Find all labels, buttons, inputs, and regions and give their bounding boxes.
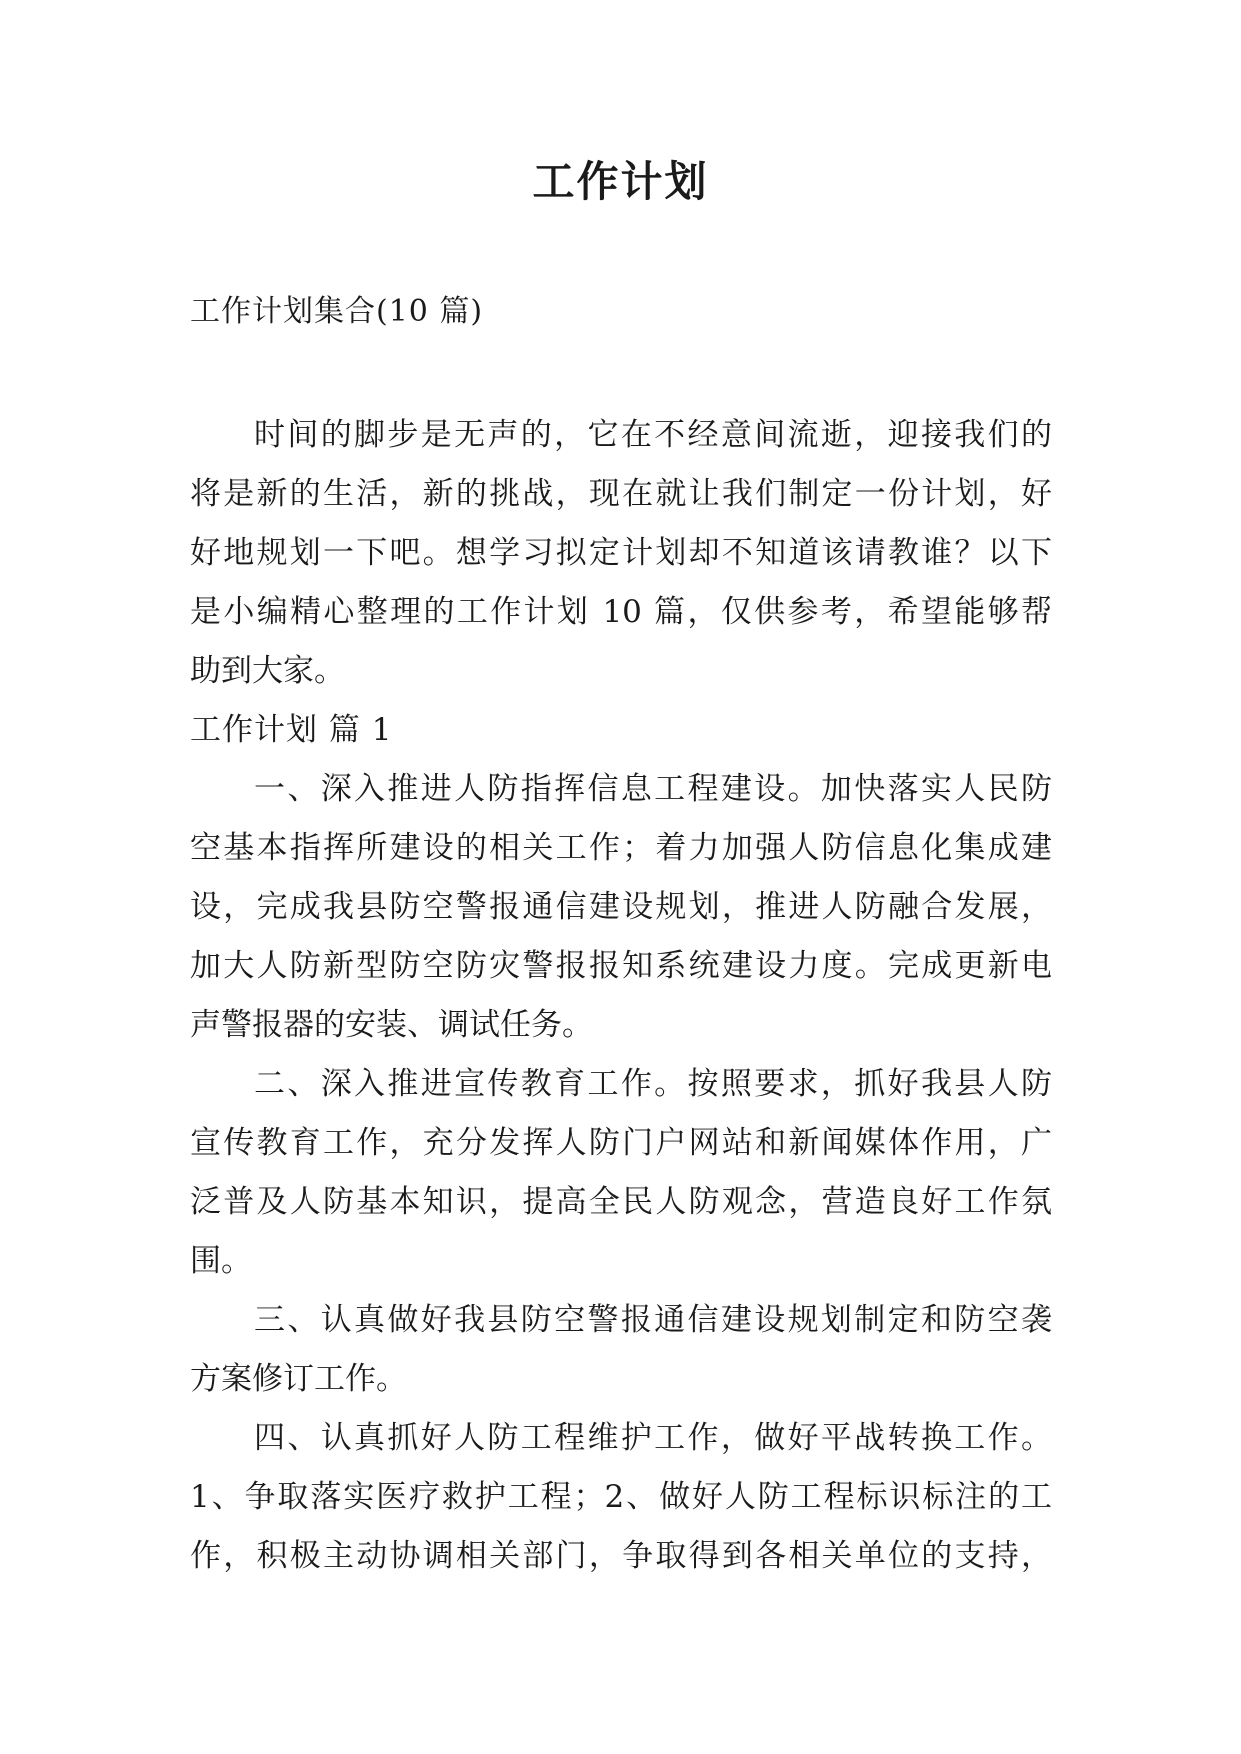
document-body [190, 406, 1052, 1586]
paragraph-line: 时间的脚步是无声的，它在不经意间流逝，迎接我们的 [254, 417, 1052, 453]
paragraph-line: 三、认真做好我县防空警报通信建设规划制定和防空袭 [254, 1302, 1052, 1338]
paragraph-line: 是小编精心整理的工作计划 10 篇，仅供参考，希望能够帮 [190, 594, 1052, 630]
paragraph-line: 方案修订工作。 [190, 1361, 407, 1397]
document-subtitle: 工作计划集合(10 篇) [190, 294, 484, 329]
paragraph-line: 空基本指挥所建设的相关工作；着力加强人防信息化集成建 [190, 830, 1052, 866]
paragraph-line: 将是新的生活，新的挑战，现在就让我们制定一份计划，好 [190, 476, 1052, 512]
paragraph-line: 围。 [190, 1243, 252, 1279]
paragraph-line: 好地规划一下吧。想学习拟定计划却不知道该请教谁？以下 [190, 535, 1052, 571]
paragraph-line: 加大人防新型防空防灾警报报知系统建设力度。完成更新电 [190, 948, 1052, 984]
paragraph-line: 助到大家。 [190, 653, 345, 689]
paragraph-line: 四、认真抓好人防工程维护工作，做好平战转换工作。 [254, 1420, 1052, 1456]
paragraph-line: 设，完成我县防空警报通信建设规划，推进人防融合发展， [190, 889, 1052, 925]
paragraph-line: 作，积极主动协调相关部门，争取得到各相关单位的支持， [190, 1538, 1052, 1574]
paragraph-line: 宣传教育工作，充分发挥人防门户网站和新闻媒体作用，广 [190, 1125, 1052, 1161]
paragraph-line: 1、争取落实医疗救护工程；2、做好人防工程标识标注的工 [190, 1479, 1052, 1515]
document-title: 工作计划 [532, 157, 709, 206]
paragraph-line: 泛普及人防基本知识，提高全民人防观念，营造良好工作氛 [190, 1184, 1052, 1220]
paragraph-line: 声警报器的安装、调试任务。 [190, 1007, 593, 1043]
paragraph-line: 一、深入推进人防指挥信息工程建设。加快落实人民防 [254, 771, 1052, 807]
paragraph-line: 二、深入推进宣传教育工作。按照要求，抓好我县人防 [254, 1066, 1052, 1102]
section-heading: 工作计划 篇 1 [190, 712, 393, 748]
